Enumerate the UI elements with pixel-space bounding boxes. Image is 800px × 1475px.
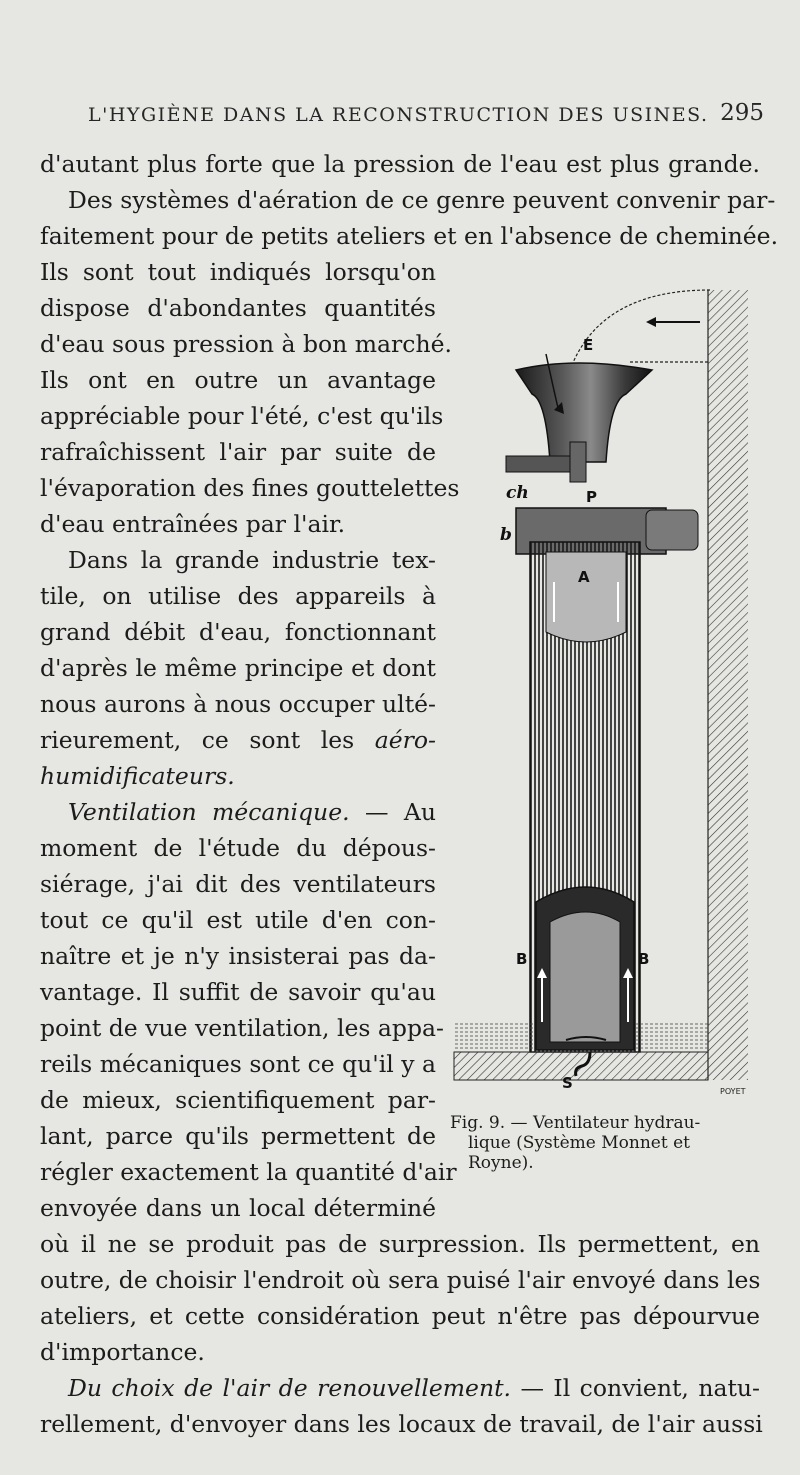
running-title: L'HYGIÈNE DANS LA RECONSTRUCTION DES USINES. <box>88 104 709 126</box>
text-line: ateliers, et cette considération peut n'être pas dépourvue <box>40 1302 760 1330</box>
label-ch: ch <box>506 483 529 503</box>
text-line: point de vue ventilation, les appa- <box>40 1014 444 1042</box>
text-line: envoyée dans un local déterminé <box>40 1194 436 1222</box>
text-line: d'autant plus forte que la pression de l'eau est plus grande. <box>40 150 760 178</box>
italic-term: aéro- <box>374 726 436 754</box>
page-number: 295 <box>720 100 764 126</box>
text-line: vantage. Il suffit de savoir qu'au <box>40 978 436 1006</box>
caption-line: lique (Système Monnet et <box>468 1133 690 1153</box>
label-b: b <box>500 525 512 545</box>
text-line: faitement pour de petits ateliers et en l'absence de cheminée. <box>40 222 779 250</box>
text-line: Ils sont tout indiqués lorsqu'on <box>40 258 436 286</box>
text-segment: rieurement, ce sont les <box>40 726 375 754</box>
text-line: nous aurons à nous occuper ulté- <box>40 690 436 718</box>
caption-line: Fig. 9. — Ventilateur hydrau- <box>450 1113 701 1133</box>
ventilator-illustration <box>450 282 766 1100</box>
text-line: Des systèmes d'aération de ce genre peuvent convenir par- <box>68 186 776 214</box>
text-line: l'évaporation des fines gouttelettes <box>40 474 460 502</box>
section-heading: Ventilation mécanique. <box>68 798 350 826</box>
text-line: reils mécaniques sont ce qu'il y a <box>40 1050 437 1078</box>
figure-caption <box>450 1113 762 1173</box>
text-line: Dans la grande industrie tex- <box>68 546 436 574</box>
text-line: moment de l'étude du dépous- <box>40 834 436 862</box>
text-line: régler exactement la quantité d'air <box>40 1158 457 1186</box>
text-line: tout ce qu'il est utile d'en con- <box>40 906 436 934</box>
text-line: humidificateurs. <box>40 762 235 790</box>
text-line: d'après le même principe et dont <box>40 654 436 682</box>
label-b-right: B <box>638 950 650 968</box>
label-b-left: B <box>516 950 528 968</box>
text-line: d'importance. <box>40 1338 205 1366</box>
label-s: S <box>562 1074 573 1092</box>
label-p: P <box>586 488 597 506</box>
text-line: naître et je n'y insisterai pas da- <box>40 942 436 970</box>
text-line: de mieux, scientifiquement par- <box>40 1086 436 1114</box>
text-line: d'eau sous pression à bon marché. <box>40 330 452 358</box>
text-line: Ils ont en outre un avantage <box>40 366 436 394</box>
text-segment: — Il convient, natu- <box>511 1374 760 1402</box>
label-a: A <box>578 568 590 586</box>
text-line: appréciable pour l'été, c'est qu'ils <box>40 402 444 430</box>
text-line: tile, on utilise des appareils à <box>40 582 436 610</box>
text-line <box>40 722 436 758</box>
text-line: rafraîchissent l'air par suite de <box>40 438 436 466</box>
running-header <box>88 100 764 126</box>
text-line: où il ne se produit pas de surpression. Ils permettent, en <box>40 1230 760 1258</box>
text-line: lant, parce qu'ils permettent de <box>40 1122 436 1150</box>
text-line: outre, de choisir l'endroit où sera puisé l'air envoyé dans les <box>40 1266 761 1294</box>
wall-hatching <box>708 290 748 1080</box>
label-e: E <box>583 336 594 354</box>
text-line: d'eau entraînées par l'air. <box>40 510 346 538</box>
text-line <box>40 794 436 830</box>
text-line <box>40 1370 760 1406</box>
text-line: siérage, j'ai dit des ventilateurs <box>40 870 436 898</box>
text-line: rellement, d'envoyer dans les locaux de travail, de l'air aussi <box>40 1410 763 1438</box>
text-line: dispose d'abondantes quantités <box>40 294 436 322</box>
text-line: grand débit d'eau, fonctionnant <box>40 618 436 646</box>
text-segment: — Au <box>349 798 437 826</box>
figure-ventilator <box>450 282 766 1100</box>
engraver-signature: POYET <box>720 1087 746 1096</box>
caption-line: Royne). <box>468 1153 534 1173</box>
section-heading: Du choix de l'air de renouvellement. <box>68 1374 512 1402</box>
